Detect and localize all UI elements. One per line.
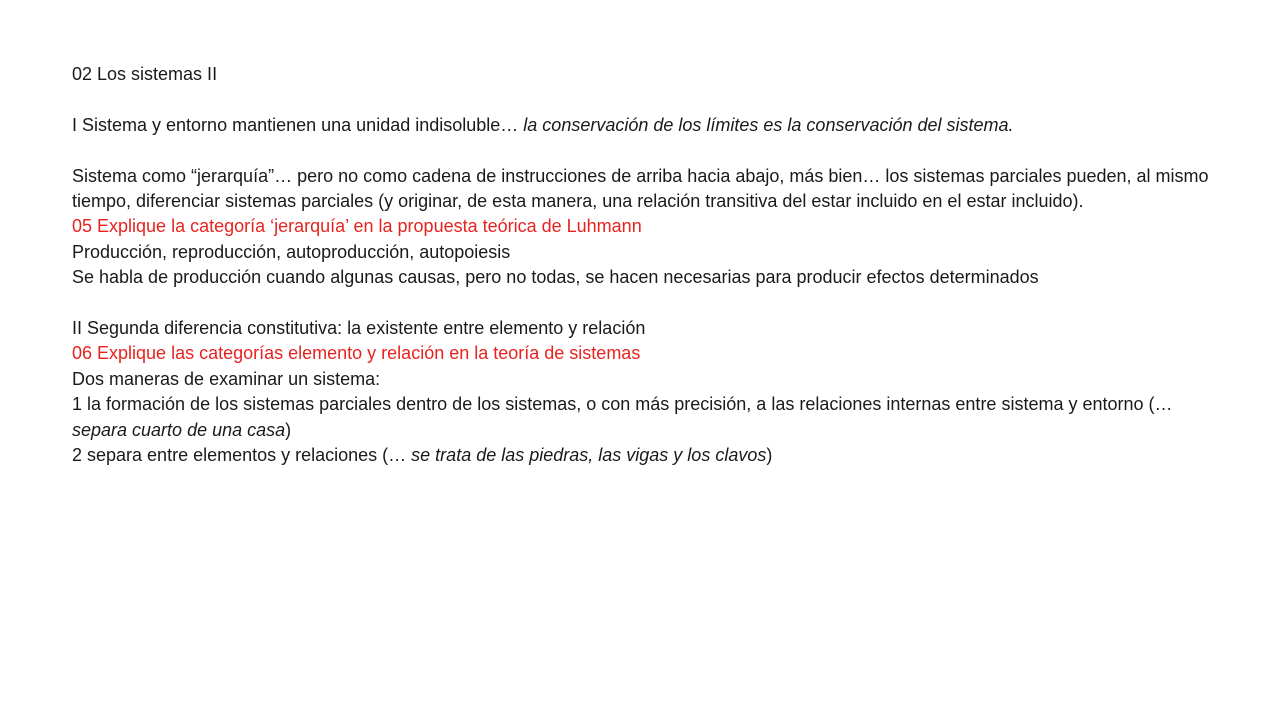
list-item-tail: ): [285, 419, 292, 440]
paragraph-system-environment: [72, 113, 1222, 138]
list-item-2: [72, 443, 1222, 468]
list-item-lead: 2 separa entre elementos y relaciones (…: [72, 445, 412, 466]
slide-body: [72, 62, 1222, 468]
paragraph-production-definition: Se habla de producción cuando algunas causas, pero no todas, se hacen necesarias para producir efectos determinados: [72, 267, 1039, 288]
list-item-tail: ): [766, 445, 773, 466]
paragraph-two-ways: Dos maneras de examinar un sistema:: [72, 368, 381, 389]
question-06: 06 Explique las categorías elemento y relación en la teoría de sistemas: [72, 343, 641, 364]
question-05: 05 Explique la categoría ‘jerarquía’ en la propuesta teórica de Luhmann: [72, 216, 642, 237]
blank-line: [72, 87, 1222, 112]
blank-line: [72, 291, 1222, 316]
list-item-italic: separa cuarto de una casa: [72, 419, 286, 440]
paragraph-italic-quote: la conservación de los límites es la conservación del sistema.: [523, 114, 1014, 135]
slide-title: 02 Los sistemas II: [72, 64, 218, 84]
list-item-1: [72, 392, 1222, 443]
blank-line: [72, 138, 1222, 163]
list-item-lead: 1 la formación de los sistemas parciales dentro de los sistemas, o con más precisión, a las relaciones internas entre sistema y entorno (…: [72, 394, 1173, 415]
paragraph-lead: I Sistema y entorno mantienen una unidad indisoluble…: [72, 114, 524, 135]
list-item-italic: se trata de las piedras, las vigas y los clavos: [411, 445, 767, 466]
paragraph-hierarchy: Sistema como “jerarquía”… pero no como cadena de instrucciones de arriba hacia abajo, más bien… los sistemas parciales pueden, al mismo tiempo, diferenciar sistemas parciales (y originar, de esta manera, una relación transitiva del estar incluido en el estar incluido).: [72, 165, 1209, 211]
paragraph-production-list: Producción, reproducción, autoproducción, autopoiesis: [72, 241, 511, 262]
paragraph-second-difference: II Segunda diferencia constitutiva: la existente entre elemento y relación: [72, 318, 646, 339]
